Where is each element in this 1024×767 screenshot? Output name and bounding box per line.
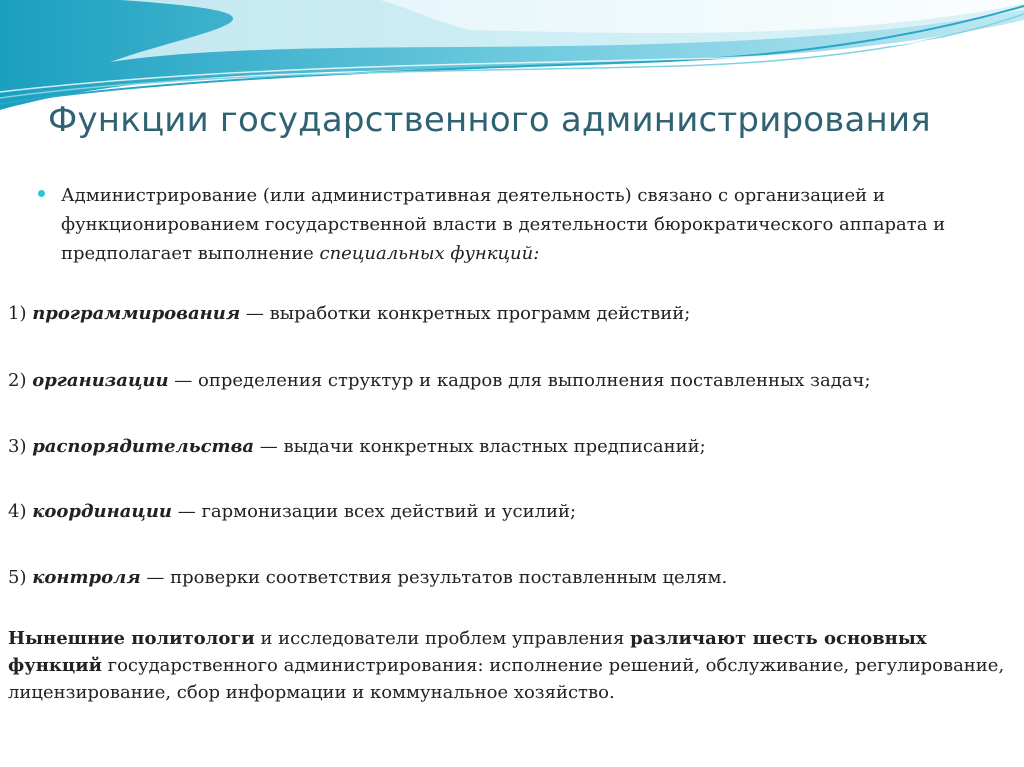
function-description: — проверки соответствия результатов поставленным целям. [140, 567, 728, 588]
function-description: — выдачи конкретных властных предписаний; [254, 436, 706, 457]
function-number: 4) [8, 501, 33, 522]
function-number: 1) [8, 303, 33, 324]
bullet-icon [38, 190, 45, 197]
closing-paragraph [8, 625, 1008, 706]
function-description: — определения структур и кадров для выполнения поставленных задач; [168, 370, 871, 391]
function-item-1 [8, 301, 1008, 327]
function-item-2 [8, 368, 1008, 394]
function-name: программирования [32, 303, 241, 324]
function-name: координации [32, 501, 173, 522]
closing-text-2: государственного администрирования: исполнение решений, обслуживание, регулирование, лицензирование, сбор информации и коммунальное хозяйство. [8, 655, 1005, 703]
intro-text [41, 181, 1008, 268]
function-name: организации [32, 370, 169, 391]
slide-title: Функции государственного администрирования [48, 100, 931, 140]
intro-body: Администрирование (или административная деятельность) связано с организацией и функционированием государственной власти в деятельности бюрократического аппарата и предполагает выполнение [61, 185, 946, 264]
function-item-3 [8, 434, 1008, 460]
intro-emphasis: специальных функций: [319, 243, 540, 264]
closing-bold-1: Нынешние политологи [8, 628, 255, 649]
function-item-5 [8, 565, 1008, 591]
function-number: 3) [8, 436, 33, 457]
function-number: 5) [8, 567, 33, 588]
function-name: контроля [32, 567, 141, 588]
function-name: распорядительства [32, 436, 255, 457]
function-number: 2) [8, 370, 33, 391]
function-item-4 [8, 499, 1008, 525]
closing-text-1: и исследователи проблем управления [254, 628, 631, 649]
function-description: — выработки конкретных программ действий; [240, 303, 691, 324]
intro-paragraph [38, 181, 1008, 268]
closing-bold-2: различают шесть основных функций [8, 628, 927, 676]
function-description: — гармонизации всех действий и усилий; [172, 501, 577, 522]
